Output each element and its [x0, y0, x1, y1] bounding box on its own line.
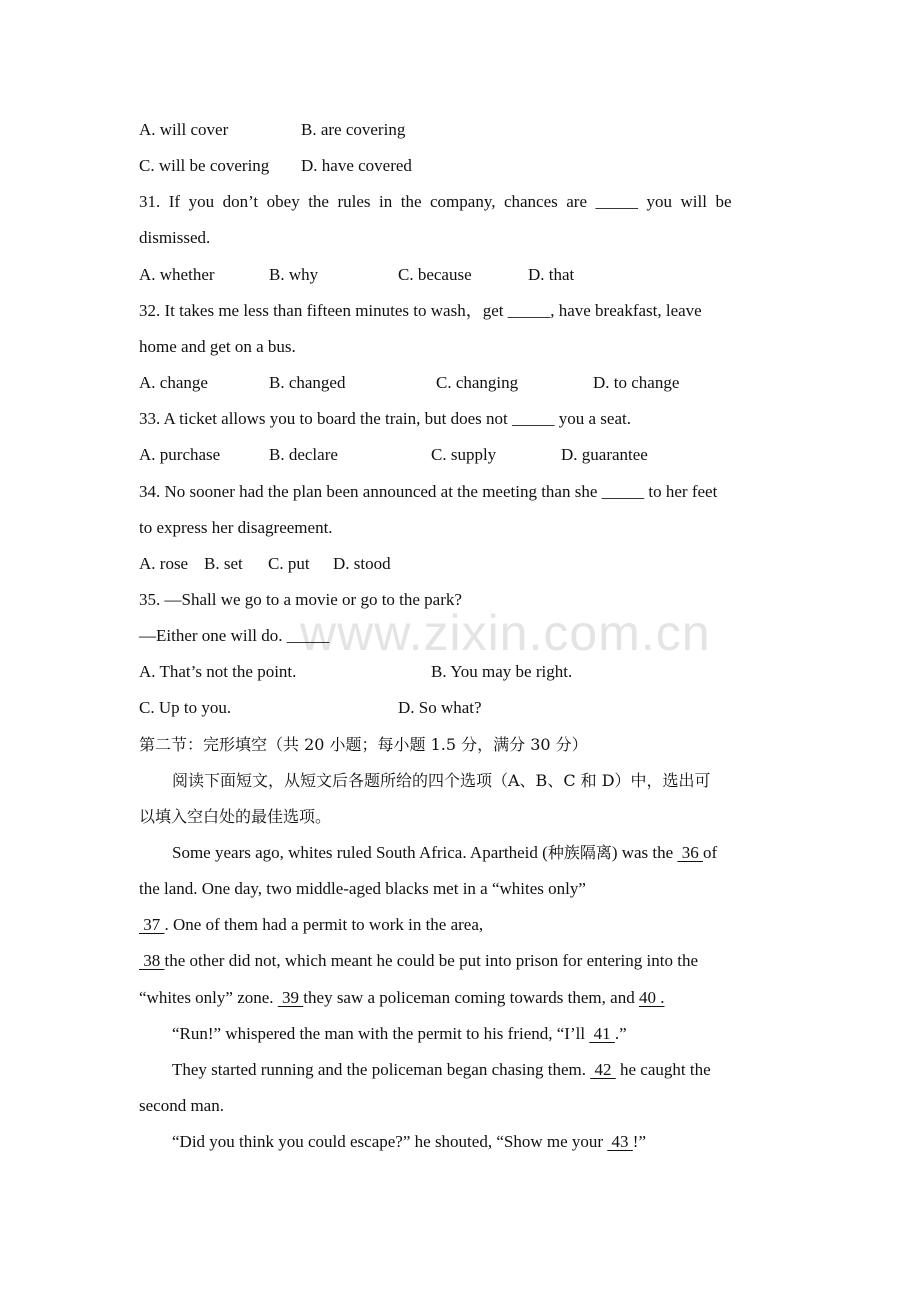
blank-38: 38	[139, 951, 165, 970]
passage-line	[139, 987, 664, 1009]
blank-41: 41	[589, 1024, 615, 1043]
passage-line: the land. One day, two middle-aged blacks met in a “whites only”	[139, 879, 586, 898]
q33-option-c: C. supply	[431, 445, 497, 464]
passage-text: “whites only” zone.	[139, 988, 278, 1007]
q31-option-a: A. whether	[139, 265, 215, 284]
blank-40: 40 .	[638, 988, 665, 1007]
q32-option-b: B. changed	[269, 373, 346, 392]
q31-question: 31. If you don’t obey the rules in the company, chances are _____ you will be	[139, 192, 732, 211]
q32-question-cont: home and get on a bus.	[139, 337, 296, 356]
q35-option-b: B. You may be right.	[431, 662, 573, 681]
q30-option-c: C. will be covering	[139, 156, 270, 175]
blank-37: 37	[139, 915, 165, 934]
q31-question-cont: dismissed.	[139, 228, 211, 247]
passage-text: he caught the	[615, 1060, 711, 1079]
q35-dialogue: —Either one will do. _____	[139, 626, 330, 645]
blank-42: 42	[590, 1060, 616, 1079]
passage-line	[139, 914, 483, 936]
passage-text: !”	[632, 1132, 647, 1151]
passage-text: of	[702, 843, 718, 862]
q35-option-d: D. So what?	[398, 698, 482, 717]
watermark: www.zixin.com.cn	[300, 605, 711, 661]
section-instructions-cont: 以填入空白处的最佳选项。	[139, 807, 332, 826]
passage-text: they saw a policeman coming towards them, and	[303, 988, 639, 1007]
q30-option-b: B. are covering	[301, 120, 406, 139]
blank-36: 36	[677, 843, 703, 862]
passage-text-cn: 种族隔离	[547, 843, 612, 862]
passage-text: .”	[614, 1024, 627, 1043]
q34-option-c: C. put	[268, 554, 310, 573]
q34-question-cont: to express her disagreement.	[139, 518, 333, 537]
section-instructions: 阅读下面短文，从短文后各题所给的四个选项（A、B、C 和 D）中，选出可	[172, 771, 711, 790]
q35-option-a: A. That’s not the point.	[139, 662, 297, 681]
blank-39: 39	[277, 988, 304, 1007]
q31-option-c: C. because	[398, 265, 472, 284]
passage-line	[172, 1059, 711, 1081]
q32-option-a: A. change	[139, 373, 208, 392]
q31-option-d: D. that	[528, 265, 575, 284]
q32-option-d: D. to change	[593, 373, 680, 392]
q30-option-d: D. have covered	[301, 156, 412, 175]
q32-option-c: C. changing	[436, 373, 519, 392]
passage-line	[172, 1023, 627, 1045]
passage-text: “Did you think you could escape?” he shouted, “Show me your	[172, 1132, 608, 1151]
q34-question: 34. No sooner had the plan been announced at the meeting than she _____ to her feet	[139, 482, 718, 501]
q33-option-d: D. guarantee	[561, 445, 648, 464]
passage-text: . One of them had a permit to work in the area,	[164, 915, 484, 934]
q35-option-c: C. Up to you.	[139, 698, 232, 717]
passage-line	[172, 842, 717, 864]
section-heading: 第二节：完形填空（共 20 小题；每小题 1.5 分，满分 30 分）	[139, 735, 588, 754]
passage-text: Some years ago, whites ruled South Africa. Apartheid (	[172, 843, 548, 862]
passage-text: “Run!” whispered the man with the permit to his friend, “I’ll	[172, 1024, 590, 1043]
passage-line	[139, 950, 698, 972]
passage-line: second man.	[139, 1096, 224, 1115]
q34-option-a: A. rose	[139, 554, 189, 573]
passage-line	[172, 1131, 646, 1153]
blank-43: 43	[607, 1132, 633, 1151]
passage-text: They started running and the policeman began chasing them.	[172, 1060, 591, 1079]
q33-option-a: A. purchase	[139, 445, 221, 464]
q32-question: 32. It takes me less than fifteen minutes to wash，get _____, have breakfast, leave	[139, 301, 702, 320]
passage-text: the other did not, which meant he could be put into prison for entering into the	[164, 951, 698, 970]
q34-option-d: D. stood	[333, 554, 391, 573]
q35-question: 35. —Shall we go to a movie or go to the park?	[139, 590, 462, 609]
q31-option-b: B. why	[269, 265, 319, 284]
q34-option-b: B. set	[204, 554, 243, 573]
passage-text: ) was the	[611, 843, 678, 862]
q30-option-a: A. will cover	[139, 120, 229, 139]
q33-option-b: B. declare	[269, 445, 338, 464]
q33-question: 33. A ticket allows you to board the train, but does not _____ you a seat.	[139, 409, 631, 428]
